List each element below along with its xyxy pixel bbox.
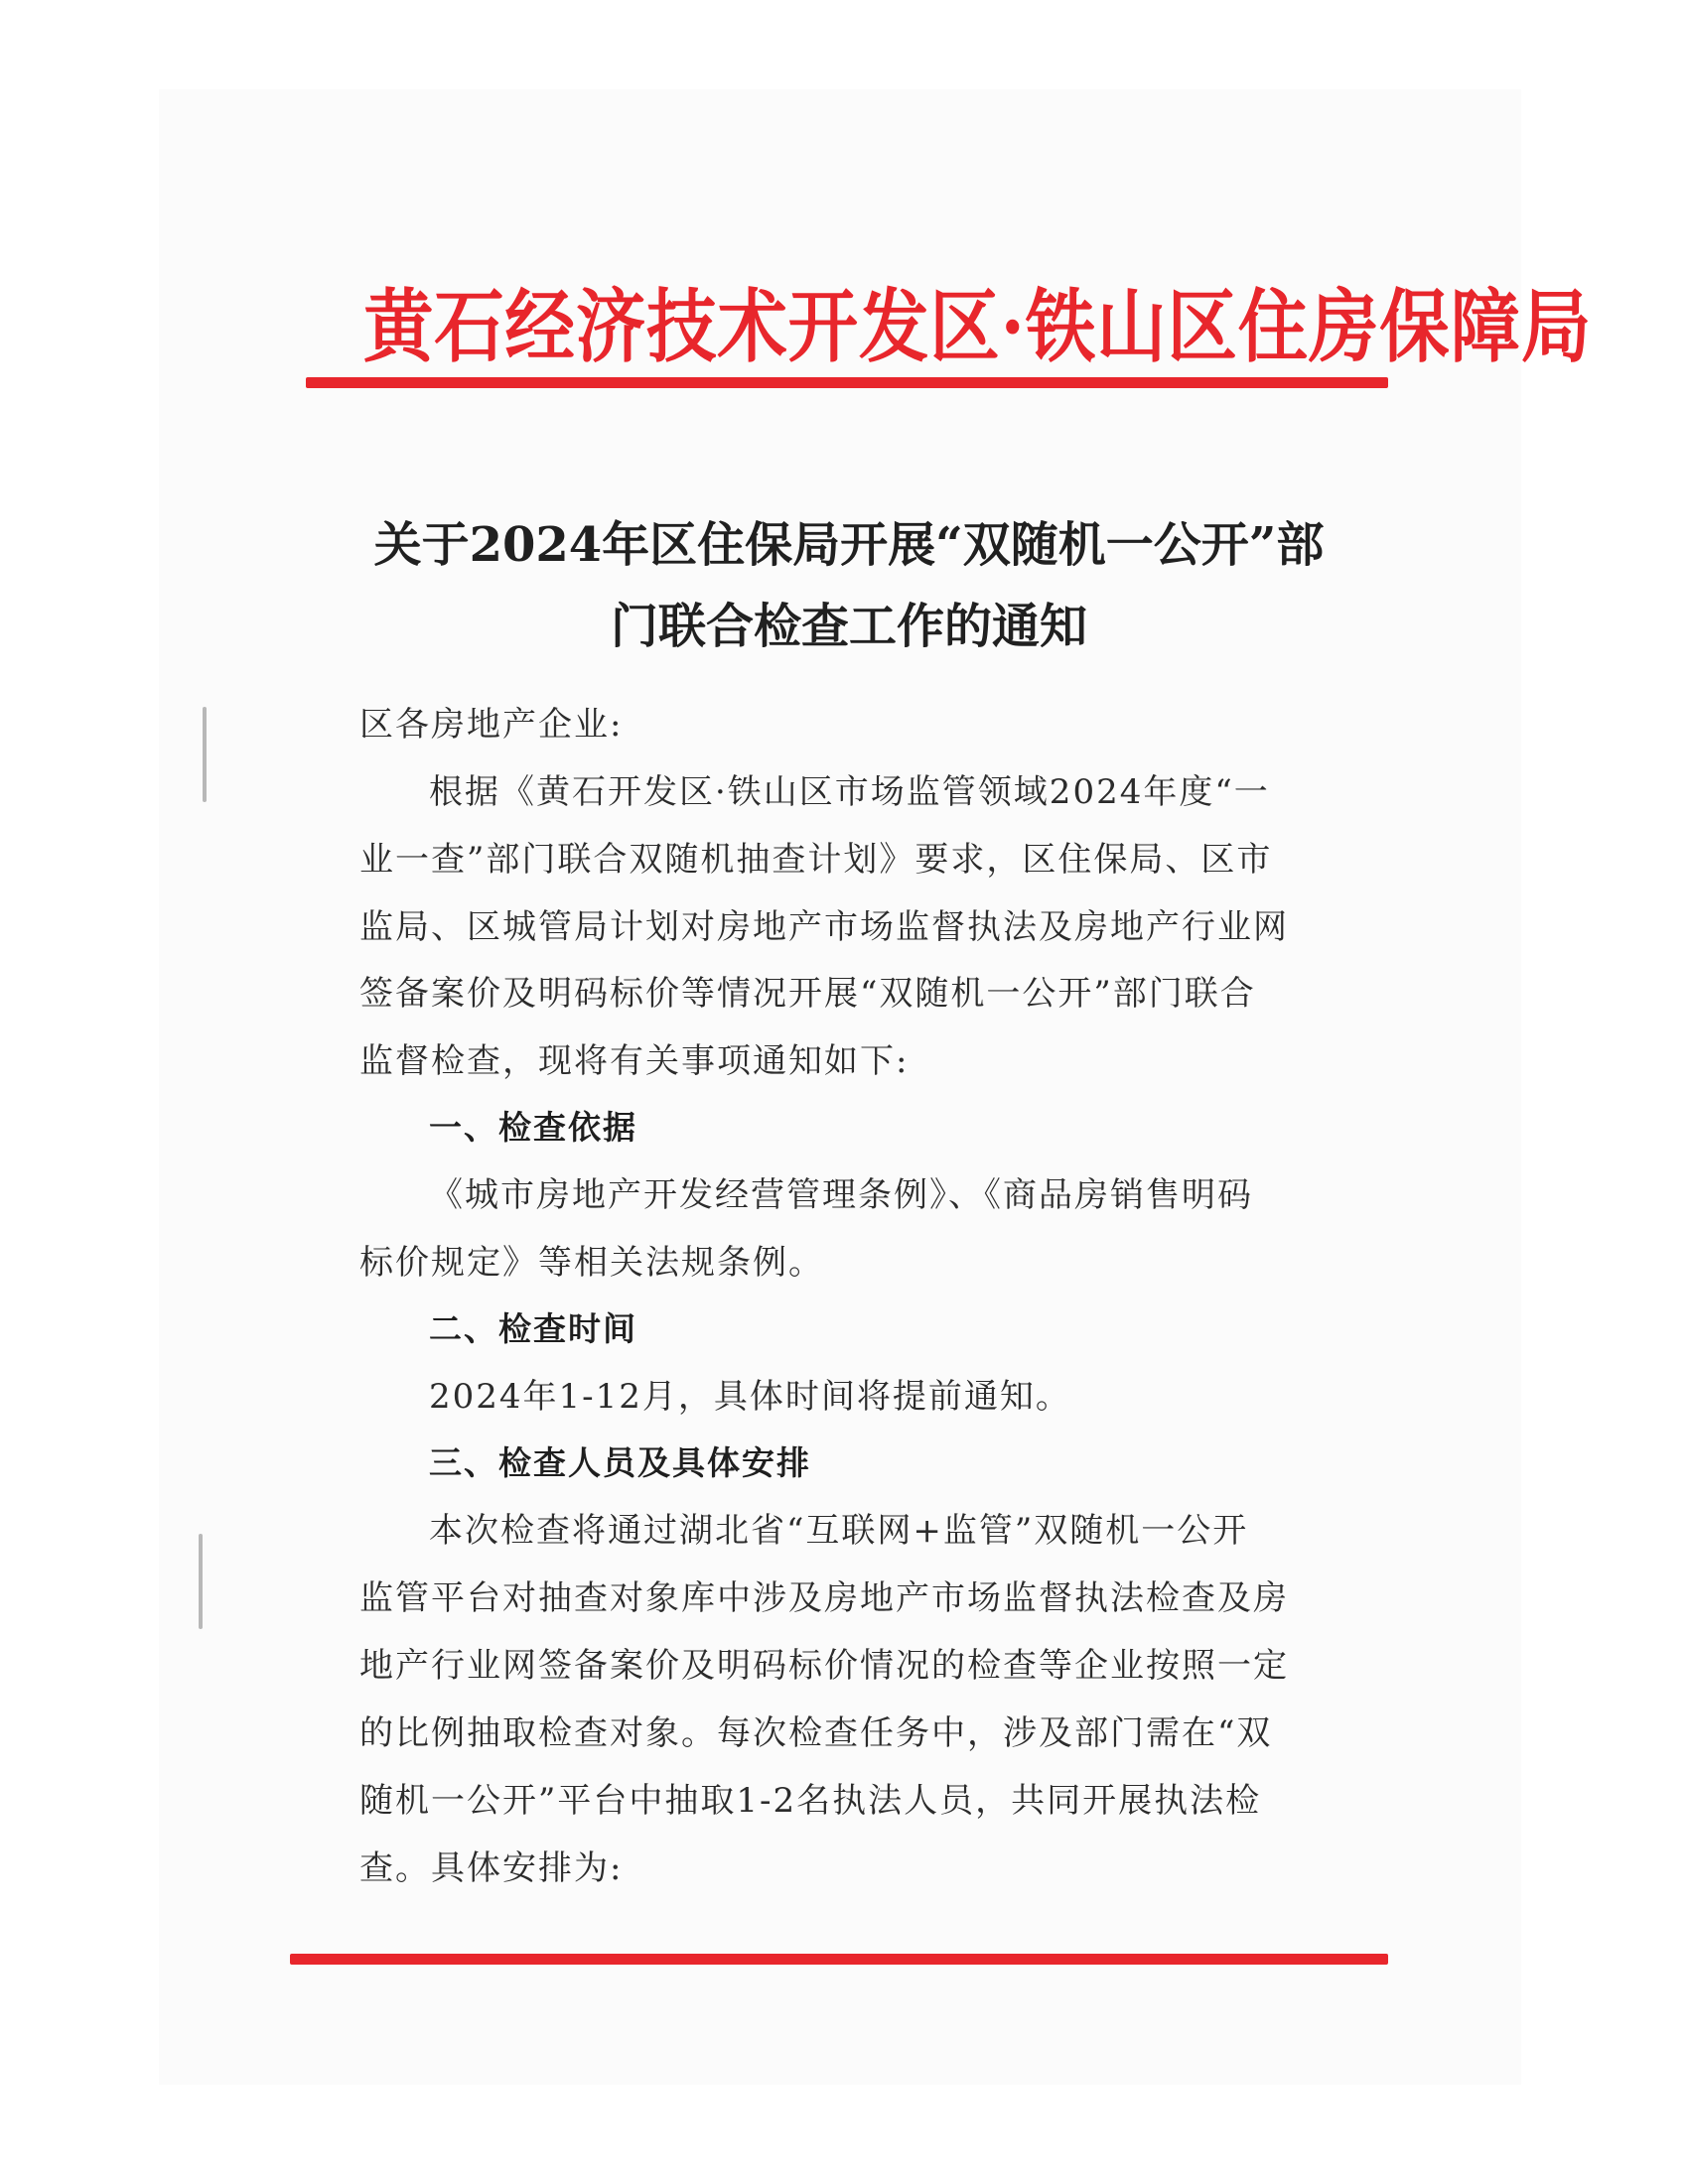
section-3-line-2: 监管平台对抽查对象库中涉及房地产市场监督执法检查及房 [359, 1578, 1289, 1618]
section-3-line-5: 随机一公开”平台中抽取1-2名执法人员，共同开展执法检 [359, 1781, 1262, 1821]
section-3-heading: 三、检查人员及具体安排 [429, 1443, 811, 1482]
letterhead-organization: 黄石经济技术开发区·铁山区住房保障局 [363, 280, 1593, 373]
intro-line-2: 业一查”部门联合双随机抽查计划》要求，区住保局、区市 [359, 840, 1273, 880]
salutation: 区各房地产企业: [359, 705, 624, 745]
intro-line-1: 根据《黄石开发区·铁山区市场监管领域2024年度“一 [429, 772, 1270, 812]
section-2-line-1: 2024年1-12月，具体时间将提前通知。 [429, 1377, 1071, 1417]
section-3-line-3: 地产行业网签备案价及明码标价情况的检查等企业按照一定 [359, 1646, 1289, 1686]
section-3-line-4: 的比例抽取检查对象。每次检查任务中，涉及部门需在“双 [359, 1713, 1273, 1753]
section-1-line-2: 标价规定》等相关法规条例。 [359, 1243, 824, 1283]
intro-line-4: 签备案价及明码标价等情况开展“双随机一公开”部门联合 [359, 974, 1256, 1014]
section-1-heading: 一、检查依据 [429, 1108, 637, 1147]
document-title-line-1: 关于2024年区住保局开展“双随机一公开”部 [373, 517, 1325, 573]
binding-mark-top [203, 707, 207, 802]
section-3-line-1: 本次检查将通过湖北省“互联网+监管”双随机一公开 [429, 1511, 1249, 1551]
section-2-heading: 二、检查时间 [429, 1309, 637, 1348]
section-3-line-6: 查。具体安排为: [359, 1848, 624, 1888]
section-1-line-1: 《城市房地产开发经营管理条例》、《商品房销售明码 [429, 1175, 1253, 1215]
document-title-line-2: 门联合检查工作的通知 [610, 599, 1087, 654]
intro-line-3: 监局、区城管局计划对房地产市场监督执法及房地产行业网 [359, 907, 1289, 947]
footer-red-rule [290, 1954, 1388, 1965]
binding-mark-bottom [199, 1534, 203, 1629]
letterhead-red-rule [306, 377, 1388, 388]
intro-line-5: 监督检查，现将有关事项通知如下: [359, 1041, 910, 1081]
